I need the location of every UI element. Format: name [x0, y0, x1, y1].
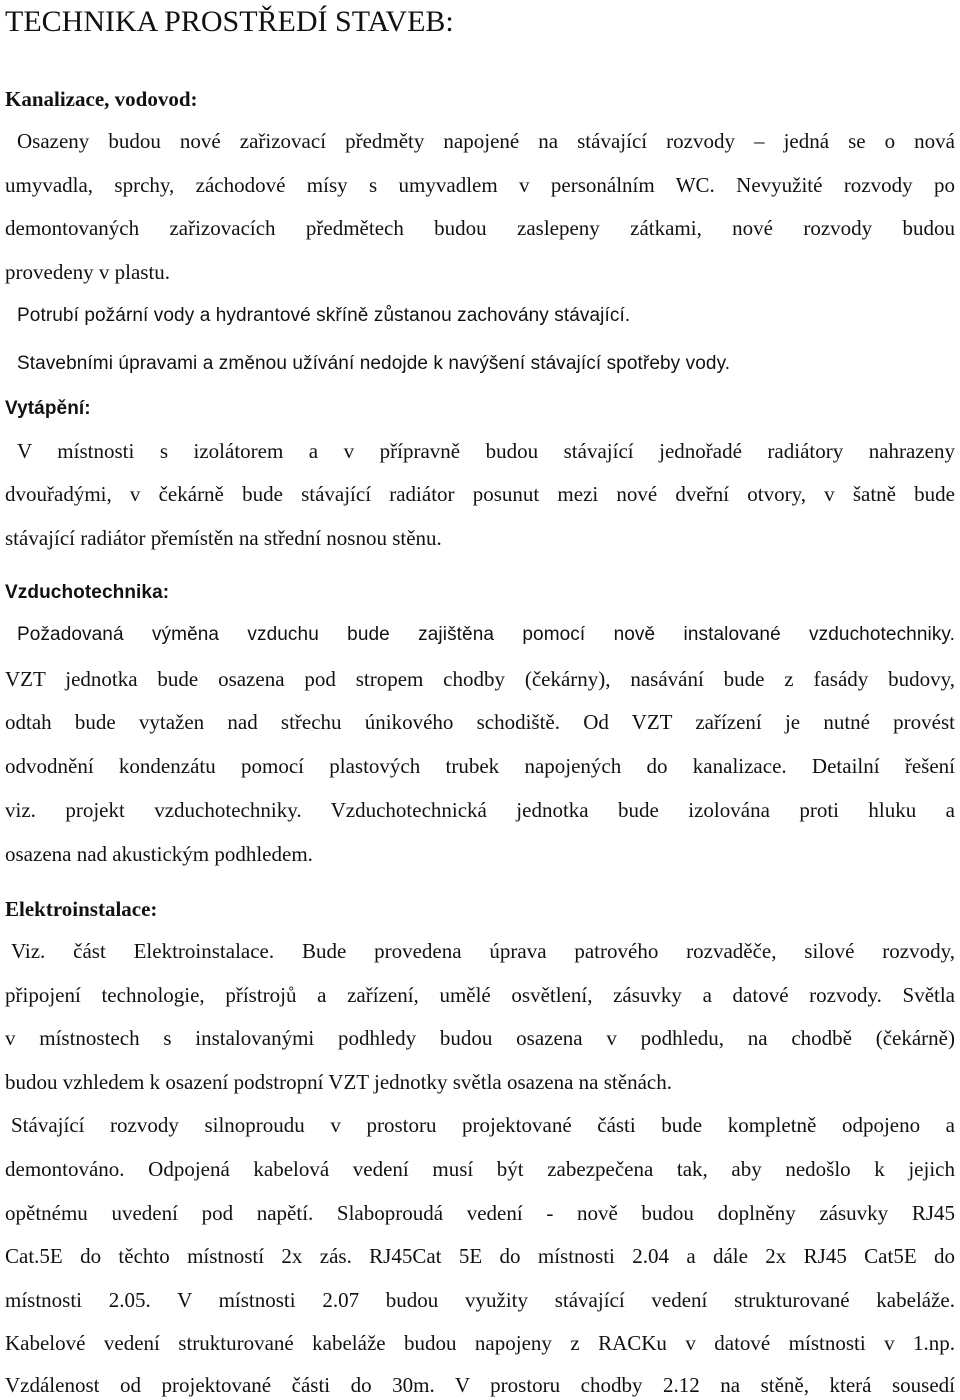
paragraph-line: V místnosti s izolátorem a v přípravně budou stávající jednořadé radiátory nahrazeny: [17, 439, 955, 463]
paragraph-line: Osazeny budou nové zařizovací předměty napojené na stávající rozvody – jedná se o nová: [17, 129, 955, 153]
heading-vzduchotechnika: Vzduchotechnika:: [5, 582, 170, 603]
paragraph-line: Potrubí požární vody a hydrantové skříně zůstanou zachovány stávající.: [17, 305, 631, 326]
paragraph-line: odvodnění kondenzátu pomocí plastových trubek napojených do kanalizace. Detailní řešení: [5, 754, 955, 778]
paragraph-line: Požadovaná výměna vzduchu bude zajištěna pomocí nově instalované vzduchotechniky.: [17, 624, 955, 645]
paragraph-line: umyvadla, sprchy, záchodové mísy s umyvadlem v personálním WC. Nevyužité rozvody po: [5, 173, 955, 197]
paragraph-line: provedeny v plastu.: [5, 260, 171, 284]
paragraph-line: Viz. část Elektroinstalace. Bude provedena úprava patrového rozvaděče, silové rozvody,: [11, 939, 955, 963]
paragraph-line: budou vzhledem k osazení podstropní VZT jednotky světla osazena na stěnách.: [5, 1070, 672, 1094]
paragraph-line: Cat.5E do těchto místností 2x zás. RJ45Cat 5E do místnosti 2.04 a dále 2x RJ45 Cat5E do: [5, 1244, 955, 1268]
heading-kanalizace: Kanalizace, vodovod:: [5, 87, 198, 111]
paragraph-line: místnosti 2.05. V místnosti 2.07 budou využity stávající vedení strukturované kabeláže.: [5, 1288, 955, 1312]
heading-elektroinstalace: Elektroinstalace:: [5, 897, 158, 921]
paragraph-line: demontováno. Odpojená kabelová vedení musí být zabezpečena tak, aby nedošlo k jejich: [5, 1157, 955, 1181]
paragraph-line: opětnému uvedení pod napětí. Slaboproudá vedení - nově budou doplněny zásuvky RJ45: [5, 1201, 955, 1225]
paragraph-line: osazena nad akustickým podhledem.: [5, 842, 313, 866]
paragraph-line: Stavebními úpravami a změnou užívání nedojde k navýšení stávající spotřeby vody.: [17, 353, 731, 374]
paragraph-line: stávající radiátor přemístěn na střední nosnou stěnu.: [5, 526, 442, 550]
paragraph-line: Stávající rozvody silnoproudu v prostoru projektované části bude kompletně odpojeno a: [11, 1113, 955, 1137]
heading-vytapeni: Vytápění:: [5, 398, 91, 419]
paragraph-line: Vzdálenost od projektované části do 30m. V prostoru chodby 2.12 na stěně, která sousedí: [5, 1373, 955, 1397]
paragraph-line: Kabelové vedení strukturované kabeláže budou napojeny z RACKu v datové místnosti v 1.np.: [5, 1331, 955, 1355]
paragraph-line: VZT jednotka bude osazena pod stropem chodby (čekárny), nasávání bude z fasády budovy,: [5, 667, 955, 691]
paragraph-line: odtah bude vytažen nad střechu únikového schodiště. Od VZT zařízení je nutné provést: [5, 710, 955, 734]
document-title: TECHNIKA PROSTŘEDÍ STAVEB:: [5, 5, 454, 38]
paragraph-line: dvouřadými, v čekárně bude stávající radiátor posunut mezi nové dveřní otvory, v šatně bude: [5, 482, 955, 506]
paragraph-line: demontovaných zařizovacích předmětech budou zaslepeny zátkami, nové rozvody budou: [5, 216, 955, 240]
paragraph-line: viz. projekt vzduchotechniky. Vzduchotechnická jednotka bude izolována proti hluku a: [5, 798, 955, 822]
paragraph-line: v místnostech s instalovanými podhledy budou osazena v podhledu, na chodbě (čekárně): [5, 1026, 955, 1050]
paragraph-line: připojení technologie, přístrojů a zařízení, umělé osvětlení, zásuvky a datové rozvody. Světla: [5, 983, 955, 1007]
